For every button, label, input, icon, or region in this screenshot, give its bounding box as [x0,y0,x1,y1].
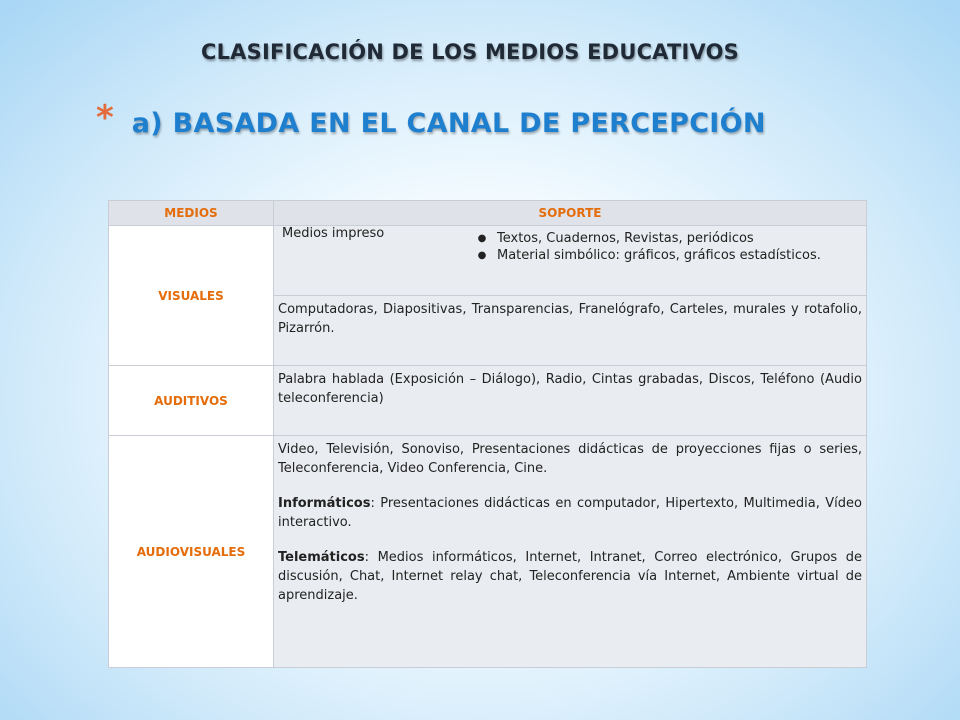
telematicos-paragraph [278,548,862,605]
informaticos-paragraph [278,494,862,532]
impreso-bullets [467,226,866,270]
auditivos-text: Palabra hablada (Exposición – Diálogo), Radio, Cintas grabadas, Discos, Teléfono (Audio teleconferencia) [274,366,867,436]
informaticos-text: : Presentaciones didácticas en computador, Hipertexto, Multimedia, Vídeo interactivo. [278,496,862,530]
impreso-label: Medios impreso [282,226,385,241]
audiovisuales-text: Video, Televisión, Sonoviso, Presentaciones didácticas de proyecciones fijas o series, Teleconferencia, Video Conferencia, Cine. [278,442,862,476]
label-auditivos: AUDITIVOS [109,366,274,436]
media-classification-table [108,200,867,668]
telematicos-label: Telemáticos [278,550,365,565]
visuales-impreso-cell [274,226,867,296]
header-medios: MEDIOS [109,201,274,226]
label-visuales: VISUALES [109,226,274,366]
telematicos-text: : Medios informáticos, Internet, Intranet, Correo electrónico, Grupos de discusión, Chat, Internet relay chat, Teleconferencia vía Internet, Ambiente virtual de aprendizaje. [278,550,862,603]
bullet-dot-icon: ● [477,233,487,244]
subtitle-row [96,98,766,144]
list-item: ● Textos, Cuadernos, Revistas, periódicos [467,230,862,247]
bullet-dot-icon: ● [477,250,487,261]
header-soporte: SOPORTE [274,201,867,226]
impreso-inner-table [274,226,866,270]
label-audiovisuales: AUDIOVISUALES [109,436,274,668]
informaticos-label: Informáticos [278,496,371,511]
list-item: ● Material simbólico: gráficos, gráficos estadísticos. [467,247,862,264]
visuales-otros-text: Computadoras, Diapositivas, Transparencias, Franelógrafo, Carteles, murales y rotafolio, Pizarrón. [274,296,867,366]
audiovisuales-cell [274,436,867,668]
page-title: CLASIFICACIÓN DE LOS MEDIOS EDUCATIVOS [200,40,739,64]
asterisk-bullet-icon: * [96,98,114,138]
section-subtitle: a) BASADA EN EL CANAL DE PERCEPCIÓN [131,108,766,139]
